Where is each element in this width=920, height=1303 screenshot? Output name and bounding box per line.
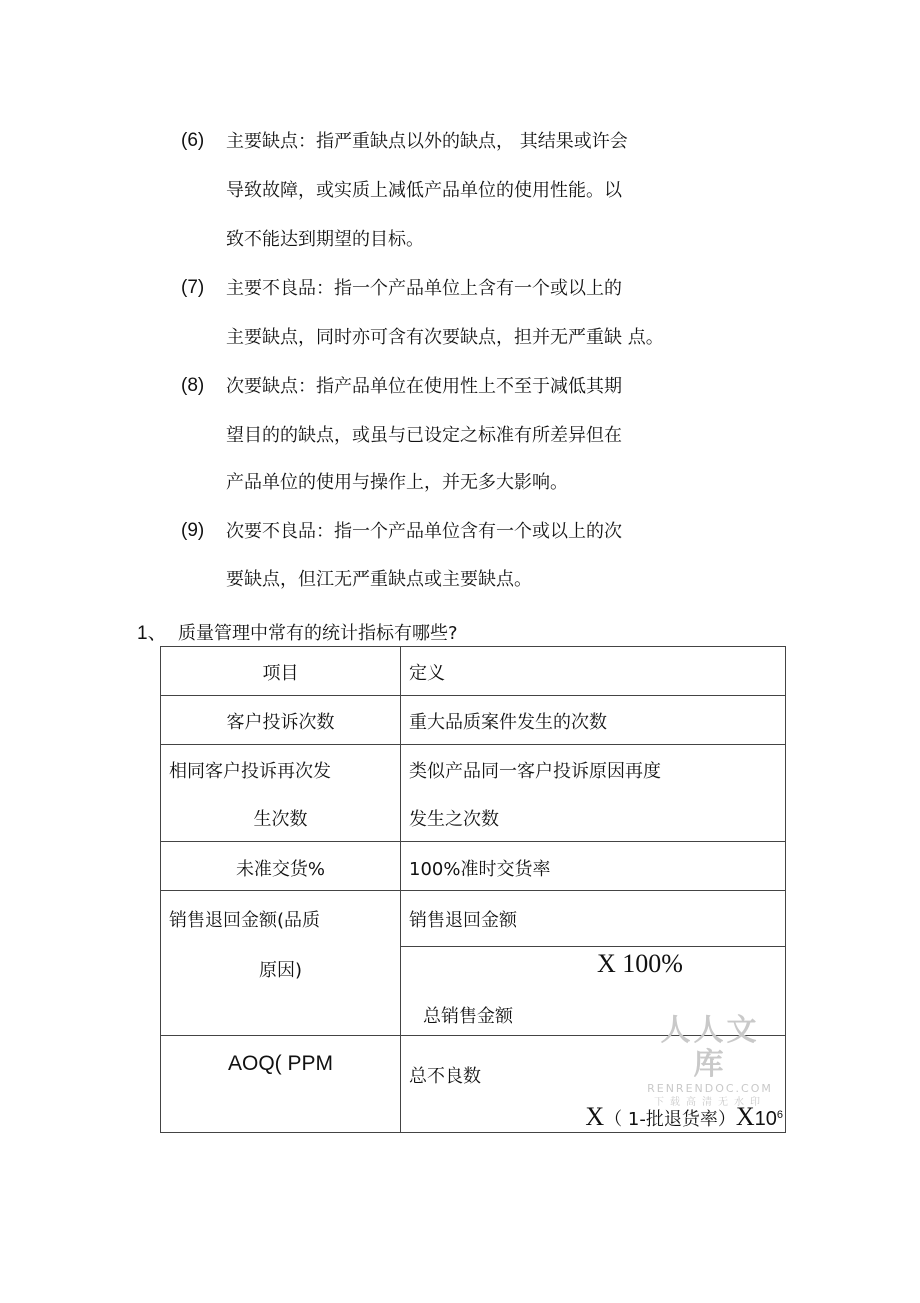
item-line: 产品单位的使用与操作上，并无多大影响。	[226, 472, 568, 493]
item-number: (8)	[181, 375, 205, 396]
watermark-title: 人人文库	[660, 1013, 760, 1082]
formula-numerator: 总不良数	[409, 1066, 481, 1087]
cell-item: 销售退回金额(品质 原因)	[161, 891, 401, 1036]
item-line: 主要缺点：指严重缺点以外的缺点， 其结果或许会	[226, 131, 628, 152]
cell-formula-numerator: 销售退回金额	[401, 891, 786, 947]
watermark	[646, 1014, 774, 1110]
item-line: 要缺点，但江无严重缺点或主要缺点。	[226, 569, 532, 590]
header-definition: 定义	[401, 647, 786, 696]
item-line: 主要不良品：指一个产品单位上含有一个或以上的	[226, 278, 622, 299]
item-line: 导致故障，或实质上减低产品单位的使用性能。以	[226, 180, 622, 201]
item-line: 致不能达到期望的目标。	[226, 229, 424, 250]
table-row	[161, 696, 786, 745]
formula-expression: X（ 1-批退货率）$X10^6$	[585, 1102, 783, 1131]
cell-item: 未准交货%	[161, 842, 401, 891]
watermark-subtitle: 下载高清无水印	[654, 1097, 766, 1108]
table-row	[161, 842, 786, 891]
cell-item: AOQ( PPM	[161, 1036, 401, 1133]
header-item: 项目	[161, 647, 401, 696]
watermark-url: RENRENDOC.COM	[647, 1082, 773, 1095]
table-header-row	[161, 647, 786, 696]
item-number: (9)	[181, 520, 205, 541]
formula-multiplier: X 100%	[597, 949, 683, 978]
formula-denominator: 总销售金额	[423, 1006, 513, 1027]
cell-definition: 重大品质案件发生的次数	[401, 696, 786, 745]
item-number: (7)	[181, 277, 205, 298]
item-number: (6)	[181, 130, 205, 151]
item-line: 望目的的缺点，或虽与已设定之标准有所差异但在	[226, 425, 622, 446]
table-row	[161, 891, 786, 947]
table-row	[161, 745, 786, 842]
item-line: 主要缺点，同时亦可含有次要缺点，担并无严重缺 点。	[226, 327, 664, 348]
cell-definition: 类似产品同一客户投诉原因再度 发生之次数	[401, 745, 786, 842]
item-line: 次要不良品：指一个产品单位含有一个或以上的次	[226, 521, 622, 542]
cell-item: 客户投诉次数	[161, 696, 401, 745]
cell-item: 相同客户投诉再次发 生次数	[161, 745, 401, 842]
item-line: 次要缺点：指产品单位在使用性上不至于减低其期	[226, 376, 622, 397]
question-text: 质量管理中常有的统计指标有哪些?	[178, 623, 458, 644]
question-number: 1、	[137, 623, 167, 644]
cell-definition: 100%准时交货率	[401, 842, 786, 891]
